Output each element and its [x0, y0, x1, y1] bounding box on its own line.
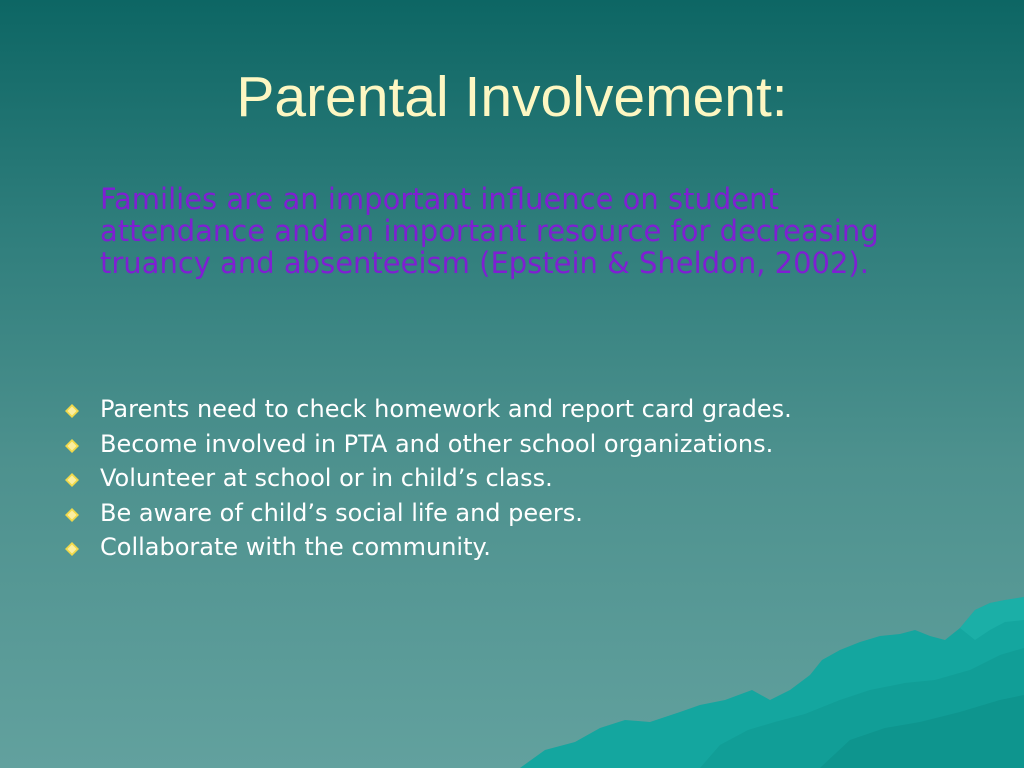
list-item	[62, 429, 992, 464]
bullet-text: Collaborate with the community.	[100, 533, 491, 561]
bullet-text: Become involved in PTA and other school organizations.	[100, 429, 774, 458]
list-item	[62, 532, 992, 567]
bullet-text: Volunteer at school or in child’s class.	[100, 464, 553, 492]
diamond-bullet-icon	[62, 532, 100, 562]
diamond-bullet-icon	[62, 498, 100, 528]
diamond-bullet-icon	[62, 463, 100, 493]
bullet-text: Parents need to check homework and report card grades.	[100, 395, 792, 423]
list-item	[62, 463, 992, 498]
list-item	[62, 498, 992, 533]
intro-paragraph: Families are an important influence on student attendance and an important resource for decreasing truancy and absenteeism (Epstein & Sheldon, 2002).	[100, 182, 879, 280]
diamond-bullet-icon	[62, 394, 100, 424]
bullet-text: Be aware of child’s social life and peers.	[100, 498, 583, 527]
bullet-list	[62, 394, 992, 567]
diamond-bullet-icon	[62, 429, 100, 459]
list-item	[62, 394, 992, 429]
slide-title: Parental Involvement:	[236, 65, 788, 129]
